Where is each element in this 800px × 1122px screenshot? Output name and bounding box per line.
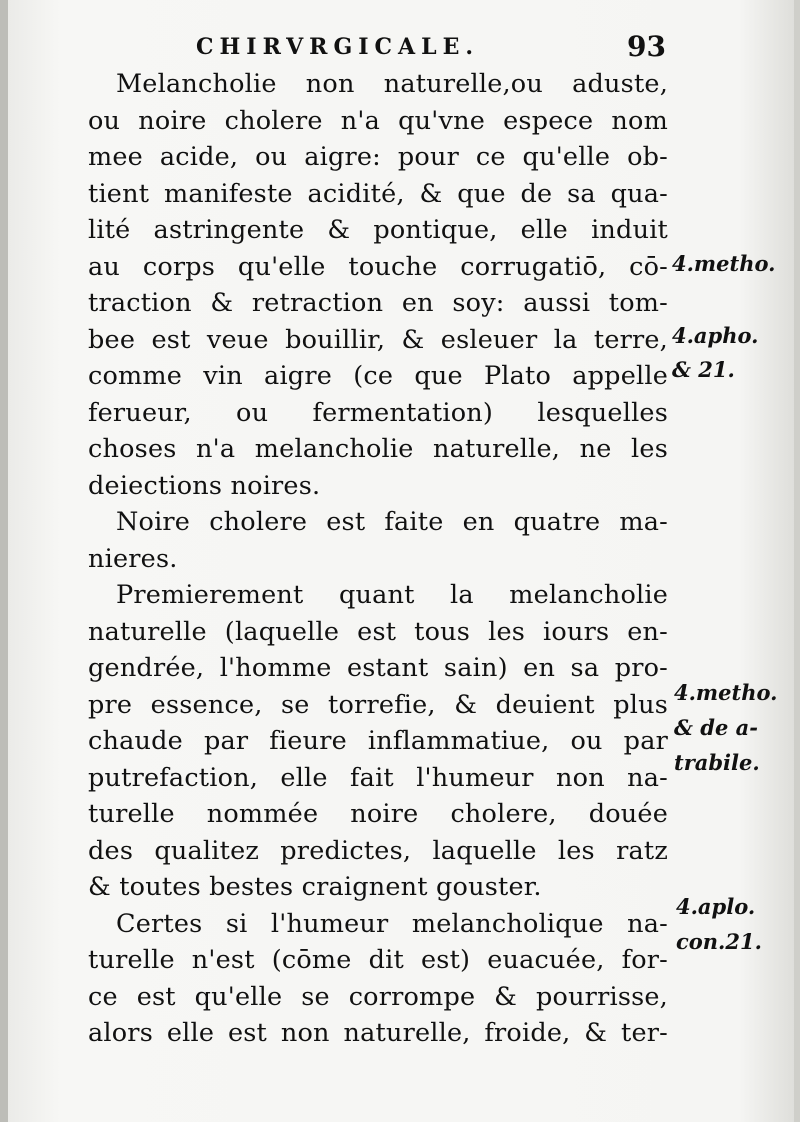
text-line: Premierement quant la melancholie [116,580,668,610]
page-header [196,30,666,70]
marginal-notes [670,0,795,1122]
text-line: lité astringente & pontique, elle induit [88,215,668,245]
marginal-note: trabile. [674,750,760,775]
marginal-note: 4.metho. [674,680,778,705]
text-line: putrefaction, elle fait l'humeur non na- [88,762,668,793]
text-line: au corps qu'elle touche corrugatiō, cō- [88,251,668,282]
text-line: chaude par fieure inflammatiue, ou par [88,726,668,756]
text-line: mee acide, ou aigre: pour ce qu'elle ob- [88,142,668,172]
text-line: turelle n'est (cōme dit est) euacuée, for- [88,945,668,975]
text-line: pre essence, se torrefie, & deuient plus [88,689,668,720]
text-line: nieres. [88,543,178,574]
text-line: gendrée, l'homme estant sain) en sa pro- [88,653,668,683]
marginal-note: & de a- [674,715,758,740]
scan-edge-left [0,0,8,1122]
text-line: choses n'a melancholie naturelle, ne les [88,434,668,464]
text-line: alors elle est non naturelle, froide, & ter- [88,1018,668,1048]
text-line: ferueur, ou fermentation) lesquelles [88,397,668,428]
page-number: 93 [627,30,666,63]
text-line: bee est veue bouillir, & esleuer la terre, [88,324,668,355]
text-line: & toutes bestes craignent gouster. [88,872,542,902]
text-line: comme vin aigre (ce que Plato appelle [88,361,668,391]
marginal-note: 4.aplo. [676,894,756,919]
marginal-note: 4.apho. [672,323,759,348]
text-line: deiections noires. [88,470,321,501]
text-line: tient manifeste acidité, & que de sa qua- [88,178,668,209]
text-line: des qualitez predictes, laquelle les ratz [88,835,668,866]
text-line: Melancholie non naturelle,ou aduste, [116,69,668,99]
text-line: turelle nommée noire cholere, douée [88,799,668,829]
marginal-note: 4.metho. [672,251,776,276]
text-line: traction & retraction en soy: aussi tom- [88,288,668,318]
text-line: naturelle (laquelle est tous les iours en- [88,616,668,647]
running-head: CHIRVRGICALE. [196,34,479,60]
marginal-note: con.21. [676,929,762,954]
text-line: Certes si l'humeur melancholique na- [116,908,668,939]
body-text [88,66,668,1052]
marginal-note: & 21. [672,357,735,382]
text-line: Noire cholere est faite en quatre ma- [116,507,668,537]
text-line: ou noire cholere n'a qu'vne espece nom [88,105,668,136]
text-line: ce est qu'elle se corrompe & pourrisse, [88,981,668,1012]
